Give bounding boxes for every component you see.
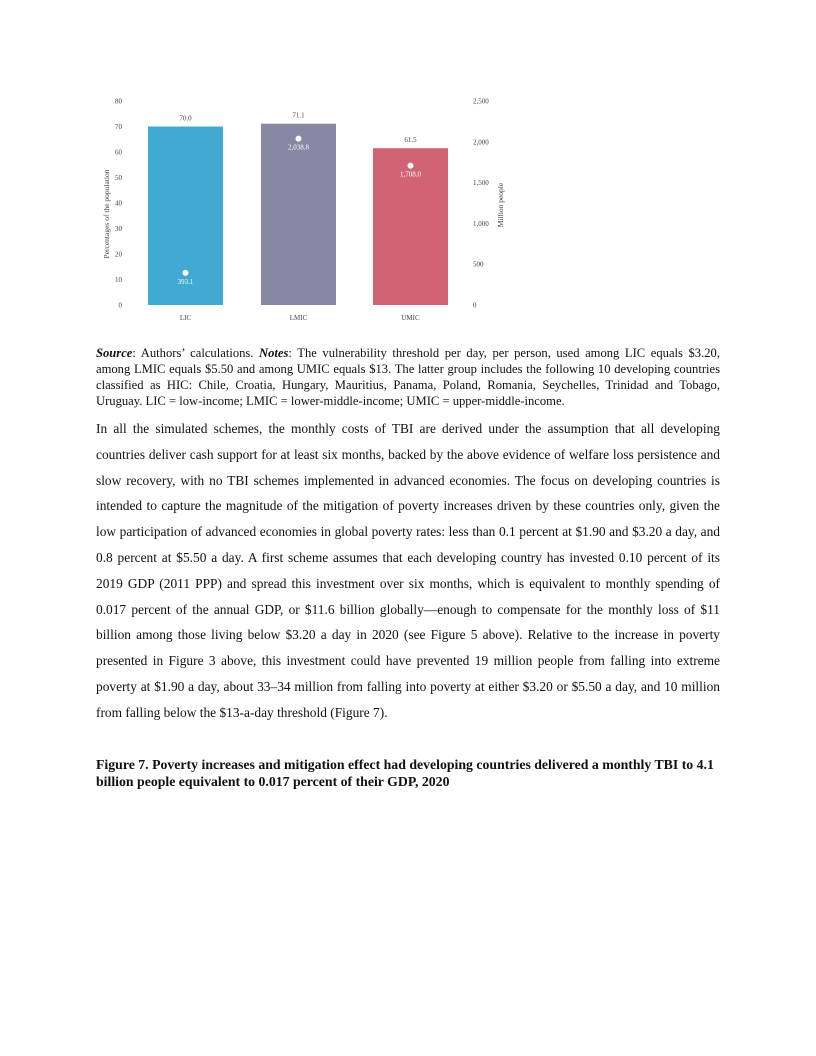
bar-value-label: 71.1 — [292, 111, 305, 120]
y-right-tick-label: 1,500 — [473, 179, 489, 188]
bar-chart — [90, 90, 530, 330]
y-tick-label: 70 — [115, 123, 122, 131]
y-right-tick-label: 1,000 — [473, 219, 489, 228]
x-axis-ticks — [180, 314, 420, 322]
dot-marker — [296, 136, 302, 142]
notes-label: Notes — [259, 346, 289, 360]
y-tick-label: 80 — [115, 97, 122, 106]
dot-value-label: 1,708.0 — [400, 170, 421, 179]
y-tick-label: 20 — [115, 250, 122, 259]
x-tick-label: LMIC — [289, 314, 308, 322]
dot-marker — [408, 163, 414, 169]
y-right-tick-label: 2,000 — [473, 138, 489, 147]
bar-value-label: 61.5 — [404, 136, 417, 145]
y-axis-label: Percentages of the population — [102, 169, 111, 259]
dot-value-label: 2,038.8 — [288, 143, 309, 152]
notes-text: : The vulnerability threshold per day, per person, used among LIC equals $3.20, among LMIC equals $5.50 and among UMIC equals $13. The latter group includes the following 10 developing countries classified as HIC: Chile, Croatia, Hungary, Mauritius, Panama, Poland, Romania, Seychelles, Trinidad and Tobago, Uruguay. LIC = low-income; LMIC = lower-middle-income; UMIC = upper-middle-income. — [96, 346, 720, 408]
source-label: Source — [96, 346, 133, 360]
y-tick-label: 0 — [118, 301, 122, 310]
y-tick-label: 30 — [115, 225, 122, 233]
y-tick-label: 50 — [115, 174, 122, 182]
y-tick-label: 40 — [115, 199, 122, 208]
y-tick-label: 60 — [115, 148, 122, 157]
x-tick-label: LIC — [179, 314, 192, 322]
dot-value-label: 393.1 — [177, 277, 194, 286]
y-right-tick-label: 0 — [473, 301, 477, 310]
right-axis-ticks — [473, 98, 489, 310]
left-axis-ticks — [115, 98, 123, 310]
y-axis-label-right: Million people — [496, 182, 505, 228]
y-right-tick-label: 2,500 — [473, 97, 489, 106]
figure-7-caption: Figure 7. Poverty increases and mitigation effect had developing countries delivered a monthly TBI to 4.1 billion people equivalent to 0.017 percent of their GDP, 2020 — [96, 757, 714, 789]
source-text: : Authors’ calculations. — [132, 346, 260, 360]
dot-marker — [183, 270, 189, 276]
figure-notes — [96, 345, 720, 409]
y-tick-label: 10 — [115, 276, 122, 284]
body-paragraph: In all the simulated schemes, the monthly costs of TBI are derived under the assumption that all developing countries deliver cash support for at least six months, backed by the above evidence of welfare loss persistence and slow recovery, with no TBI schemes implemented in advanced economies. The focus on developing countries is intended to capture the magnitude of the mitigation of poverty increases driven by these countries only, given the low participation of advanced economies in global poverty rates: less than 0.1 percent at $1.90 and $3.20 a day, and 0.8 percent at $5.50 a day. A first scheme assumes that each developing country has invested 0.10 percent of its 2019 GDP (2011 PPP) and spread this investment over six months, which is equivalent to monthly spending of 0.017 percent of the annual GDP, or $11.6 billion globally—enough to compensate for the monthly loss of $11 billion among those living below $3.20 a day in 2020 (see Figure 5 above). Relative to the increase in poverty presented in Figure 3 above, this investment could have prevented 19 million people from falling into extreme poverty at $1.90 a day, about 33–34 million from falling into poverty at either $3.20 or $5.50 a day, and 10 million from falling below the $13-a-day threshold (Figure 7). — [96, 421, 720, 720]
x-tick-label: UMIC — [401, 314, 420, 322]
bar-value-label: 70.0 — [179, 114, 192, 123]
y-right-tick-label: 500 — [473, 260, 484, 269]
